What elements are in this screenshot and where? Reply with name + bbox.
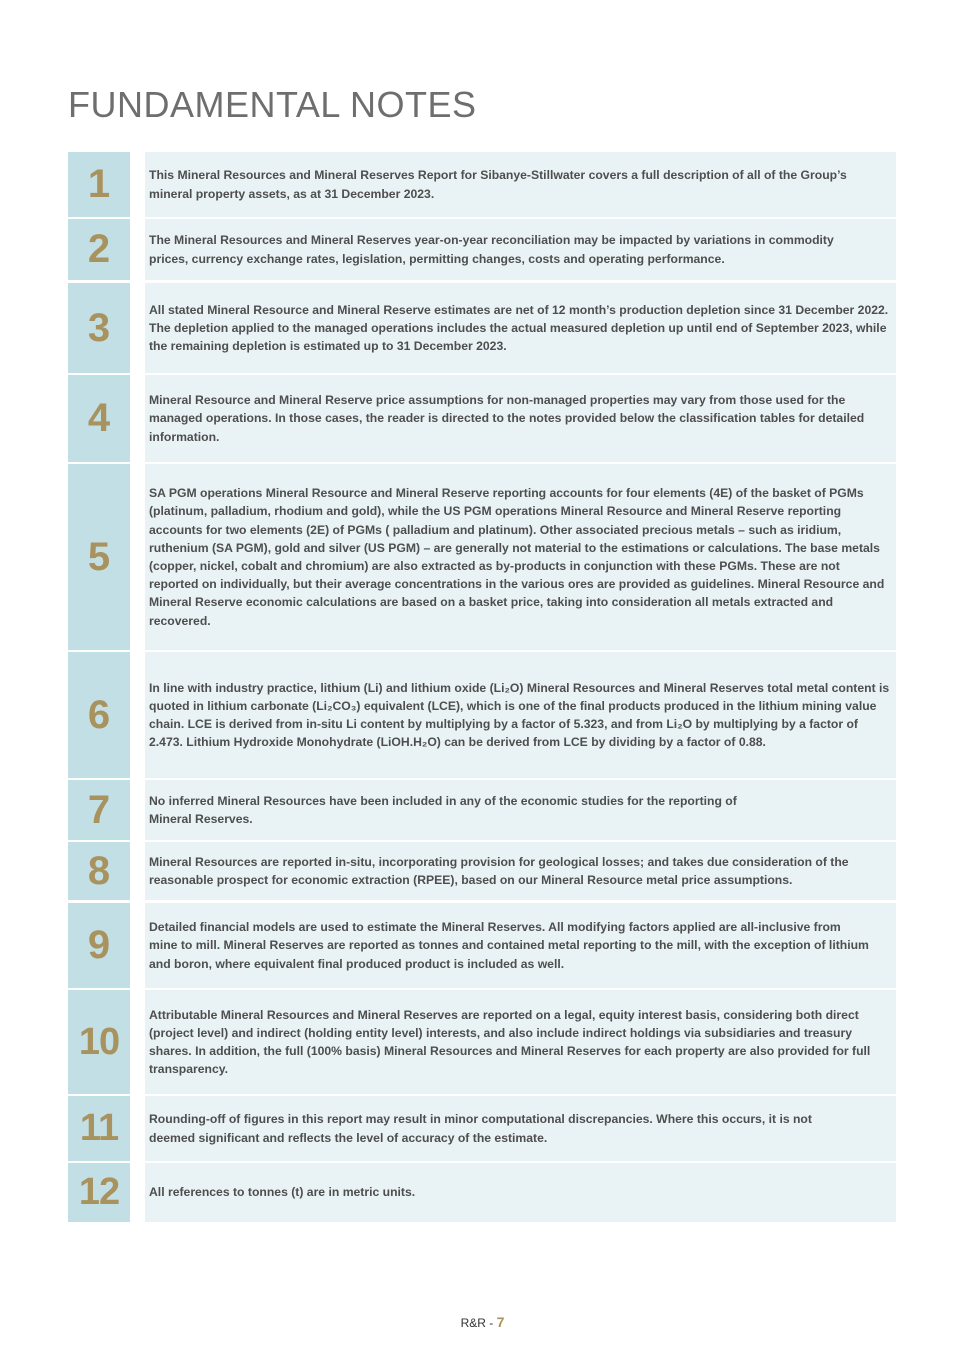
note-row-5 bbox=[68, 464, 896, 650]
note-text-cell bbox=[145, 842, 896, 900]
note-text: Detailed financial models are used to estimate the Mineral Reserves. All modifying factors applied are all-inclusive from mine to mill. Mineral Reserves are reported as tonnes and contained metal reporting to the mill, with the exception of lithium and boron, where equivalent final produced product is included as well. bbox=[149, 920, 869, 971]
note-number: 8 bbox=[68, 842, 130, 900]
note-number: 7 bbox=[68, 780, 130, 840]
note-row-10 bbox=[68, 990, 896, 1094]
note-text: All stated Mineral Resource and Mineral Reserve estimates are net of 12 month’s production depletion since 31 December 2022. The depletion applied to the managed operations includes the actual measured depletion up until end of September 2023, while the remaining depletion is estimated up to 31 December 2023. bbox=[149, 302, 889, 354]
note-row-6 bbox=[68, 652, 896, 778]
page-footer bbox=[0, 1314, 965, 1330]
note-text: SA PGM operations Mineral Resource and Mineral Reserve reporting accounts for four elements (4E) of the basket of PGMs (platinum, palladium, rhodium and gold), while the US PGM operations Mineral Resource and Mineral Reserve reporting accounts for two elements (2E) of PGMs ( palladium and platinum). Other associated precious metals – such as iridium, ruthenium (SA PGM), gold and silver (US PGM) – are generally not material to the estimations or calculations. The base metals (copper, nickel, cobalt and chromium) are also extracted as by-products in conjunction with these PGMs. These are not reported on individually, but their average concentrations in the various ores are provided as guidelines. Mineral Resource and Mineral Reserve economic calculations are based on a basket price, taking into consideration all metals extracted and recovered. bbox=[149, 486, 885, 628]
footer-label: R&R - bbox=[460, 1316, 497, 1330]
note-text-cell bbox=[145, 1096, 896, 1161]
note-text: All references to tonnes (t) are in metric units. bbox=[149, 1185, 416, 1200]
note-text-cell bbox=[145, 990, 896, 1094]
note-text: Mineral Resource and Mineral Reserve price assumptions for non-managed properties may vary from those used for the managed operations. In those cases, the reader is directed to the notes provided below the classification tables for detailed information. bbox=[149, 393, 865, 444]
note-number: 5 bbox=[68, 464, 130, 650]
note-text: Mineral Resources are reported in-situ, incorporating provision for geological losses; and takes due consideration of the reasonable prospect for economic extraction (RPEE), based on our Mineral Resource metal price assumptions. bbox=[149, 854, 849, 887]
note-number: 2 bbox=[68, 219, 130, 280]
note-row-3 bbox=[68, 283, 896, 373]
note-row-12 bbox=[68, 1163, 896, 1222]
note-number: 4 bbox=[68, 375, 130, 462]
note-row-1 bbox=[68, 152, 896, 217]
note-number: 11 bbox=[68, 1096, 130, 1161]
note-text-cell bbox=[145, 464, 896, 650]
note-number: 6 bbox=[68, 652, 130, 778]
note-row-9 bbox=[68, 903, 896, 988]
note-text-cell bbox=[145, 1163, 896, 1222]
note-row-8 bbox=[68, 842, 896, 900]
page-title: FUNDAMENTAL NOTES bbox=[68, 84, 477, 125]
note-text: No inferred Mineral Resources have been included in any of the economic studies for the reporting of Mineral Reserves. bbox=[149, 793, 737, 826]
note-text: In line with industry practice, lithium (Li) and lithium oxide (Li₂O) Mineral Resources and Mineral Reserves total metal content is quoted in lithium carbonate (Li₂CO₃) equivalent (LCE), which is one of the final products produced in the lithium mining value chain. LCE is derived from in-situ Li content by multiplying by a factor of 5.323, and from Li₂O by multiplying by a factor of 2.473. Lithium Hydroxide Monohydrate (LiOH.H₂O) can be derived from LCE by dividing by a factor of 0.88. bbox=[149, 680, 890, 750]
note-row-4 bbox=[68, 375, 896, 462]
note-text: The Mineral Resources and Mineral Reserves year-on-year reconciliation may be impacted by variations in commodity prices, currency exchange rates, legislation, permitting changes, costs and operating performance. bbox=[149, 233, 834, 266]
note-text-cell bbox=[145, 903, 896, 988]
note-text-cell bbox=[145, 780, 896, 840]
note-number: 1 bbox=[68, 152, 130, 217]
note-number: 3 bbox=[68, 283, 130, 373]
note-row-7 bbox=[68, 780, 896, 840]
note-row-2 bbox=[68, 219, 896, 280]
note-text-cell bbox=[145, 652, 896, 778]
note-number: 12 bbox=[68, 1163, 130, 1222]
note-text-cell bbox=[145, 283, 896, 373]
note-number: 10 bbox=[68, 990, 130, 1094]
note-text: Rounding-off of figures in this report may result in minor computational discrepancies. Where this occurs, it is not deemed significant and reflects the level of accuracy of the estimate. bbox=[149, 1112, 812, 1145]
note-text-cell bbox=[145, 375, 896, 462]
page-number: 7 bbox=[496, 1314, 505, 1330]
note-text: Attributable Mineral Resources and Mineral Reserves are reported on a legal, equity interest basis, considering both direct (project level) and indirect (holding entity level) interests, and also include indirect holdings via subsidiaries and treasury shares. In addition, the full (100% basis) Mineral Resources and Mineral Reserves for each property are also provided for full transparency. bbox=[149, 1007, 871, 1077]
note-number: 9 bbox=[68, 903, 130, 988]
note-row-11 bbox=[68, 1096, 896, 1161]
note-text-cell bbox=[145, 152, 896, 217]
note-text: This Mineral Resources and Mineral Reserves Report for Sibanye-Stillwater covers a full description of all of the Group’s mineral property assets, as at 31 December 2023. bbox=[149, 168, 847, 201]
note-text-cell bbox=[145, 219, 896, 280]
